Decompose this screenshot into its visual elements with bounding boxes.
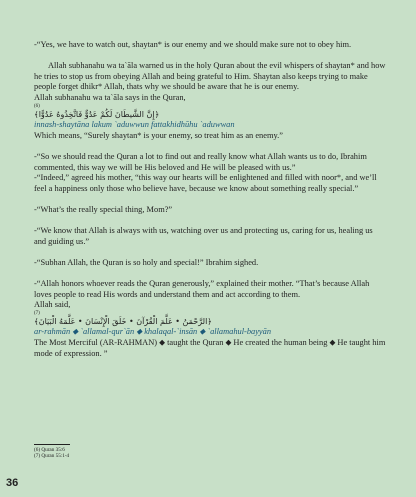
verse-block-2: [34, 311, 386, 359]
paragraph-allah-honors: -“Allah honors whoever reads the Quran generously,” explained their mother. “That’s because Allah loves people to read His words and understand them and act according to them.: [34, 279, 370, 299]
footnote-ref-7: (7): [34, 310, 40, 316]
paragraph-allah-with-us: -“We know that Allah is always with us, watching over us and protecting us, caring for us, healing us and guiding us.”: [34, 226, 373, 246]
paragraph-allah-said: Allah said,: [34, 300, 71, 310]
verse-transliteration-2: ar-rahmān ⬥ `allamal-qur`ān ⬥ khalaqal-`insān ⬥ `allamahul-bayyān: [34, 327, 272, 337]
verse-arabic-1: ﴿إِنَّ الشَّيطَانَ لَكُمْ عَدُوٌّ فَاتَّخِذُوهُ عَدُوًّا﴾: [34, 109, 160, 119]
paragraph-yes-watch-out: -“Yes, we have to watch out, shaytan* is our enemy and we should make sure not to obey him.: [34, 40, 352, 49]
verse-meaning-1: Which means, “Surely shaytan* is your enemy, so treat him as an enemy.”: [34, 130, 283, 140]
paragraph-allah-warned: Allah subhanahu wa ta`āla warned us in the holy Quran about the evil whispers of shaytan* and how he tries to stop us from obeying Allah and being grateful to Him. Shaytan also keeps trying to make people forget dhikr* Allah, thats why we should be aware that he is our enemy.: [34, 61, 386, 92]
paragraph-special-thing: -“What’s the really special thing, Mom?”: [34, 204, 173, 214]
footnotes: [34, 444, 234, 460]
verse-transliteration-1: innash-shaytāna lakum `aduwwun fattakhidhūhu `aduwwan: [34, 120, 235, 130]
paragraph-subhan-allah: -“Subhan Allah, the Quran is so holy and special!” Ibrahim sighed.: [34, 257, 259, 267]
footnote-ref-6: (6): [34, 103, 40, 109]
footnote-divider: [34, 444, 70, 445]
verse-block-1: [34, 104, 386, 142]
page-body: [34, 40, 386, 359]
footnote-7: (7) Quran 55:1-4: [34, 453, 70, 460]
verse-arabic-2: ﴿الرَّحْمَنُ • عَلَّمَ الْقُرْآنَ • خَلَقَ الْإِنْسَانَ • عَلَّمَهُ الْبَيَانَ﴾: [34, 316, 212, 326]
verse-meaning-2: The Most Merciful (AR-RAHMAN) ⬥ taught the Quran ⬥ He created the human being ⬥ He taught him mode of expression. ”: [34, 338, 386, 358]
page-number: 36: [6, 477, 19, 489]
paragraph-indeed: -“Indeed,” agreed his mother, “this way our hearts will be enlightened and filled with noor*, and we’ll feel a happiness only those who believe have, because we know about something really special.”: [34, 173, 377, 193]
paragraph-read-quran: -“So we should read the Quran a lot to find out and really know what Allah wants us to do, Ibrahim commented, this way we will be His beloved and He will be pleased with us.”: [34, 151, 367, 172]
paragraph-allah-says: Allah subhanahu wa ta`āla says in the Quran,: [34, 92, 186, 102]
footnote-6: (6) Quran 35:6: [34, 447, 65, 453]
